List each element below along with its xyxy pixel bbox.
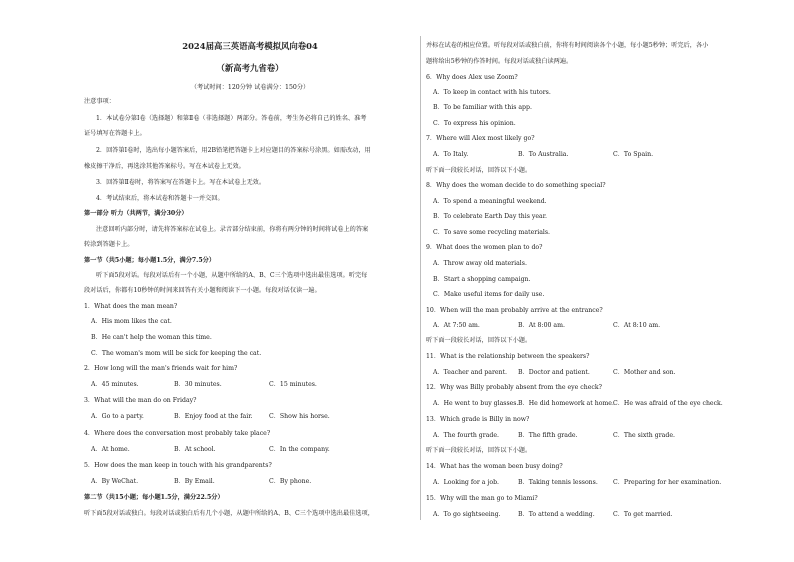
option[interactable]: B．Start a shopping campaign. [433, 276, 531, 283]
option[interactable]: C．Mother and son. [613, 369, 676, 376]
question: 15．Why will the man go to Miami? [426, 495, 538, 502]
option[interactable]: C．He was afraid of the eye check. [613, 400, 723, 407]
question: 2．How long will the man's friends wait for him? [84, 365, 238, 372]
part1-intro: 转涂到答题卡上。 [84, 241, 134, 248]
column-divider [420, 36, 421, 520]
option[interactable]: A．To keep in contact with his tutors. [433, 89, 551, 96]
exam-info: （考试时间：120分钟 试卷满分：150分） [190, 84, 310, 91]
option[interactable]: A．The fourth grade. [433, 432, 499, 439]
exam-title: 2024届高三英语高考模拟风向卷04 [182, 41, 318, 51]
option[interactable]: A．His mom likes the cat. [91, 318, 172, 325]
option[interactable]: C．To Spain. [613, 151, 654, 158]
question: 5．How does the man keep in touch with his grandparents? [84, 462, 272, 469]
note-line: 3．回答第Ⅱ卷时，将答案写在答题卡上。写在本试卷上无效。 [96, 179, 266, 186]
option[interactable]: A．To spend a meaningful weekend. [433, 198, 547, 205]
note-line: 4．考试结束后，将本试卷和答题卡一并交回。 [96, 195, 224, 202]
option[interactable]: B．He can't help the woman this time. [91, 334, 212, 341]
section2-intro: 听下面5段对话或独白。每段对话或独白后有几个小题，从题中所给的A、B、C三个选项中选出最佳选项， [84, 510, 374, 517]
section2-intro: 题将给出5秒钟的作答时间。每段对话或独白读两遍。 [426, 58, 573, 65]
option[interactable]: C．To save some recycling materials. [433, 229, 551, 236]
option[interactable]: A．At 7:50 am. [433, 322, 480, 329]
option[interactable]: B．To attend a wedding. [518, 511, 595, 518]
option[interactable]: B．He did homework at home. [518, 400, 614, 407]
option[interactable]: B．Taking tennis lessons. [518, 479, 598, 486]
option[interactable]: B．At 8:00 am. [518, 322, 565, 329]
listen-prompt: 听下面一段较长对话，回答以下小题。 [426, 167, 532, 174]
question: 4．Where does the conversation most probably take place? [84, 430, 271, 437]
note-line: 橡皮擦干净后，再选涂其他答案标号。写在本试卷上无效。 [84, 163, 245, 170]
option[interactable]: A．45 minutes. [91, 381, 139, 388]
note-line: 证号填写在答题卡上。 [84, 130, 146, 137]
listen-prompt: 听下面一段较长对话，回答以下小题。 [426, 337, 532, 344]
option[interactable]: A．To go sightseeing. [433, 511, 501, 518]
option[interactable]: A．To Italy. [433, 151, 469, 158]
option[interactable]: B．The fifth grade. [518, 432, 578, 439]
question: 7．Where will Alex most likely go? [426, 135, 535, 142]
section2-heading: 第二节（共15小题；每小题1.5分，满分22.5分） [84, 494, 224, 501]
option[interactable]: C．The woman's mom will be sick for keeping the cat. [91, 350, 262, 357]
option[interactable]: B．By Email. [174, 478, 215, 485]
listen-prompt: 听下面一段较长对话，回答以下小题。 [426, 447, 532, 454]
option[interactable]: A．Teacher and parent. [433, 369, 507, 376]
question: 8．Why does the woman decide to do something special? [426, 182, 606, 189]
option[interactable]: B．Doctor and patient. [518, 369, 590, 376]
section1-intro: 段对话后，你都有10秒钟的时间来回答有关小题和阅读下一小题。每段对话仅读一遍。 [84, 287, 321, 294]
option[interactable]: C．Preparing for her examination. [613, 479, 722, 486]
option[interactable]: B．To be familiar with this app. [433, 104, 532, 111]
note-line: 1．本试卷分第Ⅰ卷（选择题）和第Ⅱ卷（非选择题）两部分。答卷前，考生务必将自己的姓名、准考 [96, 115, 367, 122]
option[interactable]: A．At home. [91, 446, 130, 453]
question: 13．Which grade is Billy in now? [426, 416, 530, 423]
option[interactable]: C．In the company. [269, 446, 330, 453]
section1-heading: 第一节（共5小题；每小题1.5分，满分7.5分） [84, 257, 216, 264]
section2-intro: 并标在试卷的相应位置。听每段对话或独白前，你将有时间阅读各个小题，每小题5秒钟；听完后，各小 [426, 42, 709, 49]
note-line: 2．回答第Ⅰ卷时，选出每小题答案后，用2B铅笔把答题卡上对应题目的答案标号涂黑。如需改动，用 [96, 147, 371, 154]
option[interactable]: A．Go to a party. [91, 413, 144, 420]
option[interactable]: B．To celebrate Earth Day this year. [433, 213, 547, 220]
option[interactable]: C．To express his opinion. [433, 120, 516, 127]
option[interactable]: C．The sixth grade. [613, 432, 675, 439]
option[interactable]: C．At 8:10 am. [613, 322, 661, 329]
exam-subtitle: （新高考九省卷） [216, 63, 284, 73]
question: 9．What does the women plan to do? [426, 244, 543, 251]
section1-intro: 听下面5段对话。每段对话后有一个小题，从题中所给的A、B、C三个选项中选出最佳选项。听完每 [96, 272, 368, 279]
question: 3．What will the man do on Friday? [84, 397, 197, 404]
question: 1．What does the man mean? [84, 303, 178, 310]
part1-heading: 第一部分 听力（共两节，满分30分） [84, 210, 188, 217]
option[interactable]: A．He went to buy glasses. [433, 400, 519, 407]
question: 11．What is the relationship between the speakers? [426, 353, 590, 360]
question: 12．Why was Billy probably absent from the eye check? [426, 384, 602, 391]
part1-intro: 注意回听内部分时，请先将答案标在试卷上。录音部分结束前，你将有两分钟的时间将试卷上的答案 [96, 226, 369, 233]
question: 14．What has the woman been busy doing? [426, 463, 563, 470]
option[interactable]: A．By WeChat. [91, 478, 139, 485]
option[interactable]: A．Looking for a job. [433, 479, 500, 486]
option[interactable]: B．At school. [174, 446, 216, 453]
notes-heading: 注意事项： [84, 98, 115, 105]
option[interactable]: C．To get married. [613, 511, 673, 518]
question: 10．When will the man probably arrive at the entrance? [426, 307, 603, 314]
question: 6．Why does Alex use Zoom? [426, 74, 518, 81]
option[interactable]: B．To Australia. [518, 151, 569, 158]
option[interactable]: B．Enjoy food at the fair. [174, 413, 253, 420]
option[interactable]: A．Throw away old materials. [433, 260, 527, 267]
option[interactable]: C．By phone. [269, 478, 312, 485]
option[interactable]: C．Make useful items for daily use. [433, 291, 545, 298]
option[interactable]: C．Show his horse. [269, 413, 330, 420]
option[interactable]: B．30 minutes. [174, 381, 222, 388]
option[interactable]: C．15 minutes. [269, 381, 317, 388]
